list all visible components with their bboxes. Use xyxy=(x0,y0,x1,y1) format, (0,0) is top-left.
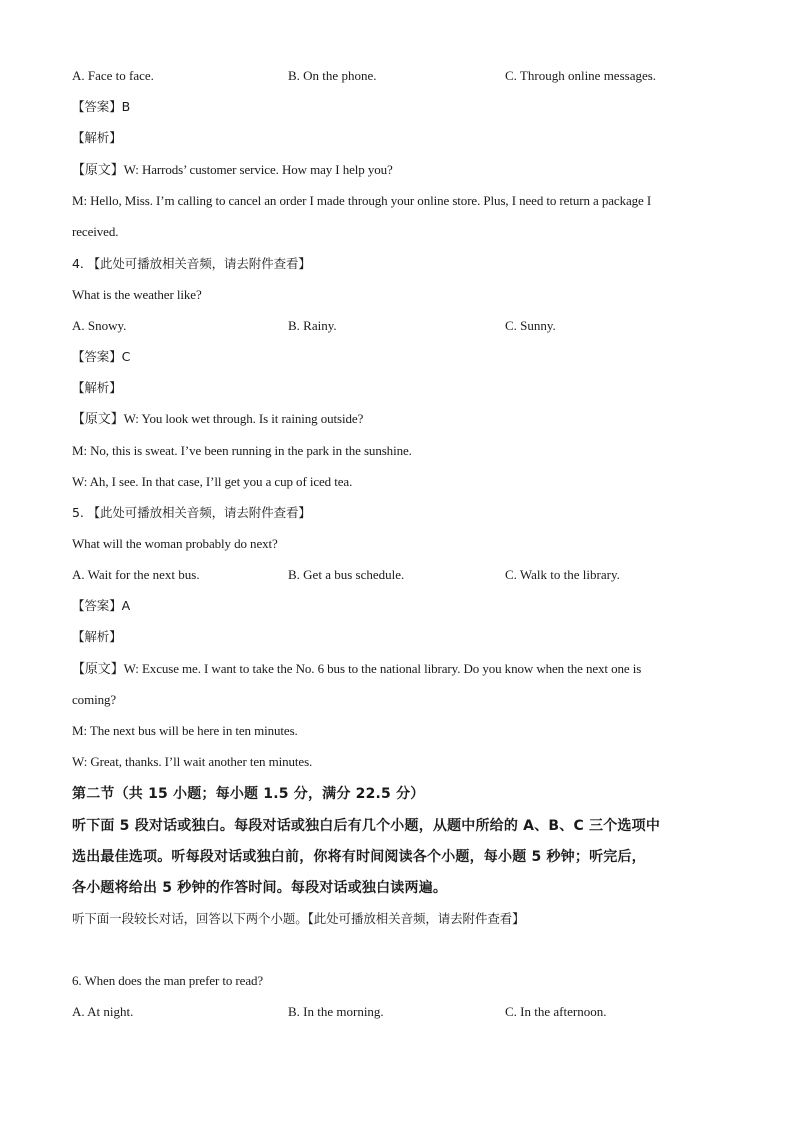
q4-transcript-line-1: 【原文】W: You look wet through. Is it raining outside? xyxy=(72,411,364,426)
section2-listen-note: 听下面一段较长对话，回答以下两个小题。【此处可播放相关音频，请去附件查看】 xyxy=(72,911,525,926)
q4-answer: 【答案】C xyxy=(72,349,131,364)
q3-answer: 【答案】B xyxy=(72,99,131,114)
q5-answer: 【答案】A xyxy=(72,598,131,613)
q3-analysis-label: 【解析】 xyxy=(72,130,122,145)
q4-analysis-label: 【解析】 xyxy=(72,380,122,395)
q5-option-c: C. Walk to the library. xyxy=(505,567,620,582)
q4-transcript-line-3: W: Ah, I see. In that case, I’ll get you a cup of iced tea. xyxy=(72,474,353,489)
q4-title: 4. 【此处可播放相关音频，请去附件查看】 xyxy=(72,256,311,271)
q3-option-b: B. On the phone. xyxy=(288,68,377,83)
q3-transcript-line-1: 【原文】W: Harrods’ customer service. How may I help you? xyxy=(72,162,393,177)
section2-instructions-line-2: 选出最佳选项。听每段对话或独白前，你将有时间阅读各个小题，每小题 5 秒钟；听完后， xyxy=(72,849,646,865)
q5-transcript-line-1: 【原文】W: Excuse me. I want to take the No. 6 bus to the national library. Do you know when the next one is xyxy=(72,661,642,676)
section2-instructions-line-3: 各小题将给出 5 秒钟的作答时间。每段对话或独白读两遍。 xyxy=(72,880,448,896)
q4-option-c: C. Sunny. xyxy=(505,318,556,333)
q5-analysis-label: 【解析】 xyxy=(72,629,122,644)
q3-transcript-line-2: M: Hello, Miss. I’m calling to cancel an order I made through your online store. Plus, I need to return a package I xyxy=(72,193,652,208)
q5-option-b: B. Get a bus schedule. xyxy=(288,567,405,582)
section2-instructions-line-1: 听下面 5 段对话或独白。每段对话或独白后有几个小题，从题中所给的 A、B、C 三个选项中 xyxy=(72,818,661,834)
q4-option-b: B. Rainy. xyxy=(288,318,337,333)
section2-heading: 第二节（共 15 小题；每小题 1.5 分，满分 22.5 分） xyxy=(72,786,425,802)
q3-option-a: A. Face to face. xyxy=(72,68,154,83)
q5-transcript-line-2: coming? xyxy=(72,692,117,707)
q5-question: What will the woman probably do next? xyxy=(72,536,278,551)
q6-option-c: C. In the afternoon. xyxy=(505,1004,607,1019)
q4-option-a: A. Snowy. xyxy=(72,318,127,333)
q4-transcript-line-2: M: No, this is sweat. I’ve been running in the park in the sunshine. xyxy=(72,443,412,458)
q6-option-a: A. At night. xyxy=(72,1004,134,1019)
q4-question: What is the weather like? xyxy=(72,287,202,302)
q5-title: 5. 【此处可播放相关音频，请去附件查看】 xyxy=(72,505,311,520)
q6-question: 6. When does the man prefer to read? xyxy=(72,973,264,988)
q3-transcript-line-3: received. xyxy=(72,224,119,239)
q5-transcript-line-3: M: The next bus will be here in ten minutes. xyxy=(72,723,298,738)
q3-option-c: C. Through online messages. xyxy=(505,68,657,83)
q5-transcript-line-4: W: Great, thanks. I’ll wait another ten minutes. xyxy=(72,754,313,769)
q6-option-b: B. In the morning. xyxy=(288,1004,384,1019)
q5-option-a: A. Wait for the next bus. xyxy=(72,567,200,582)
